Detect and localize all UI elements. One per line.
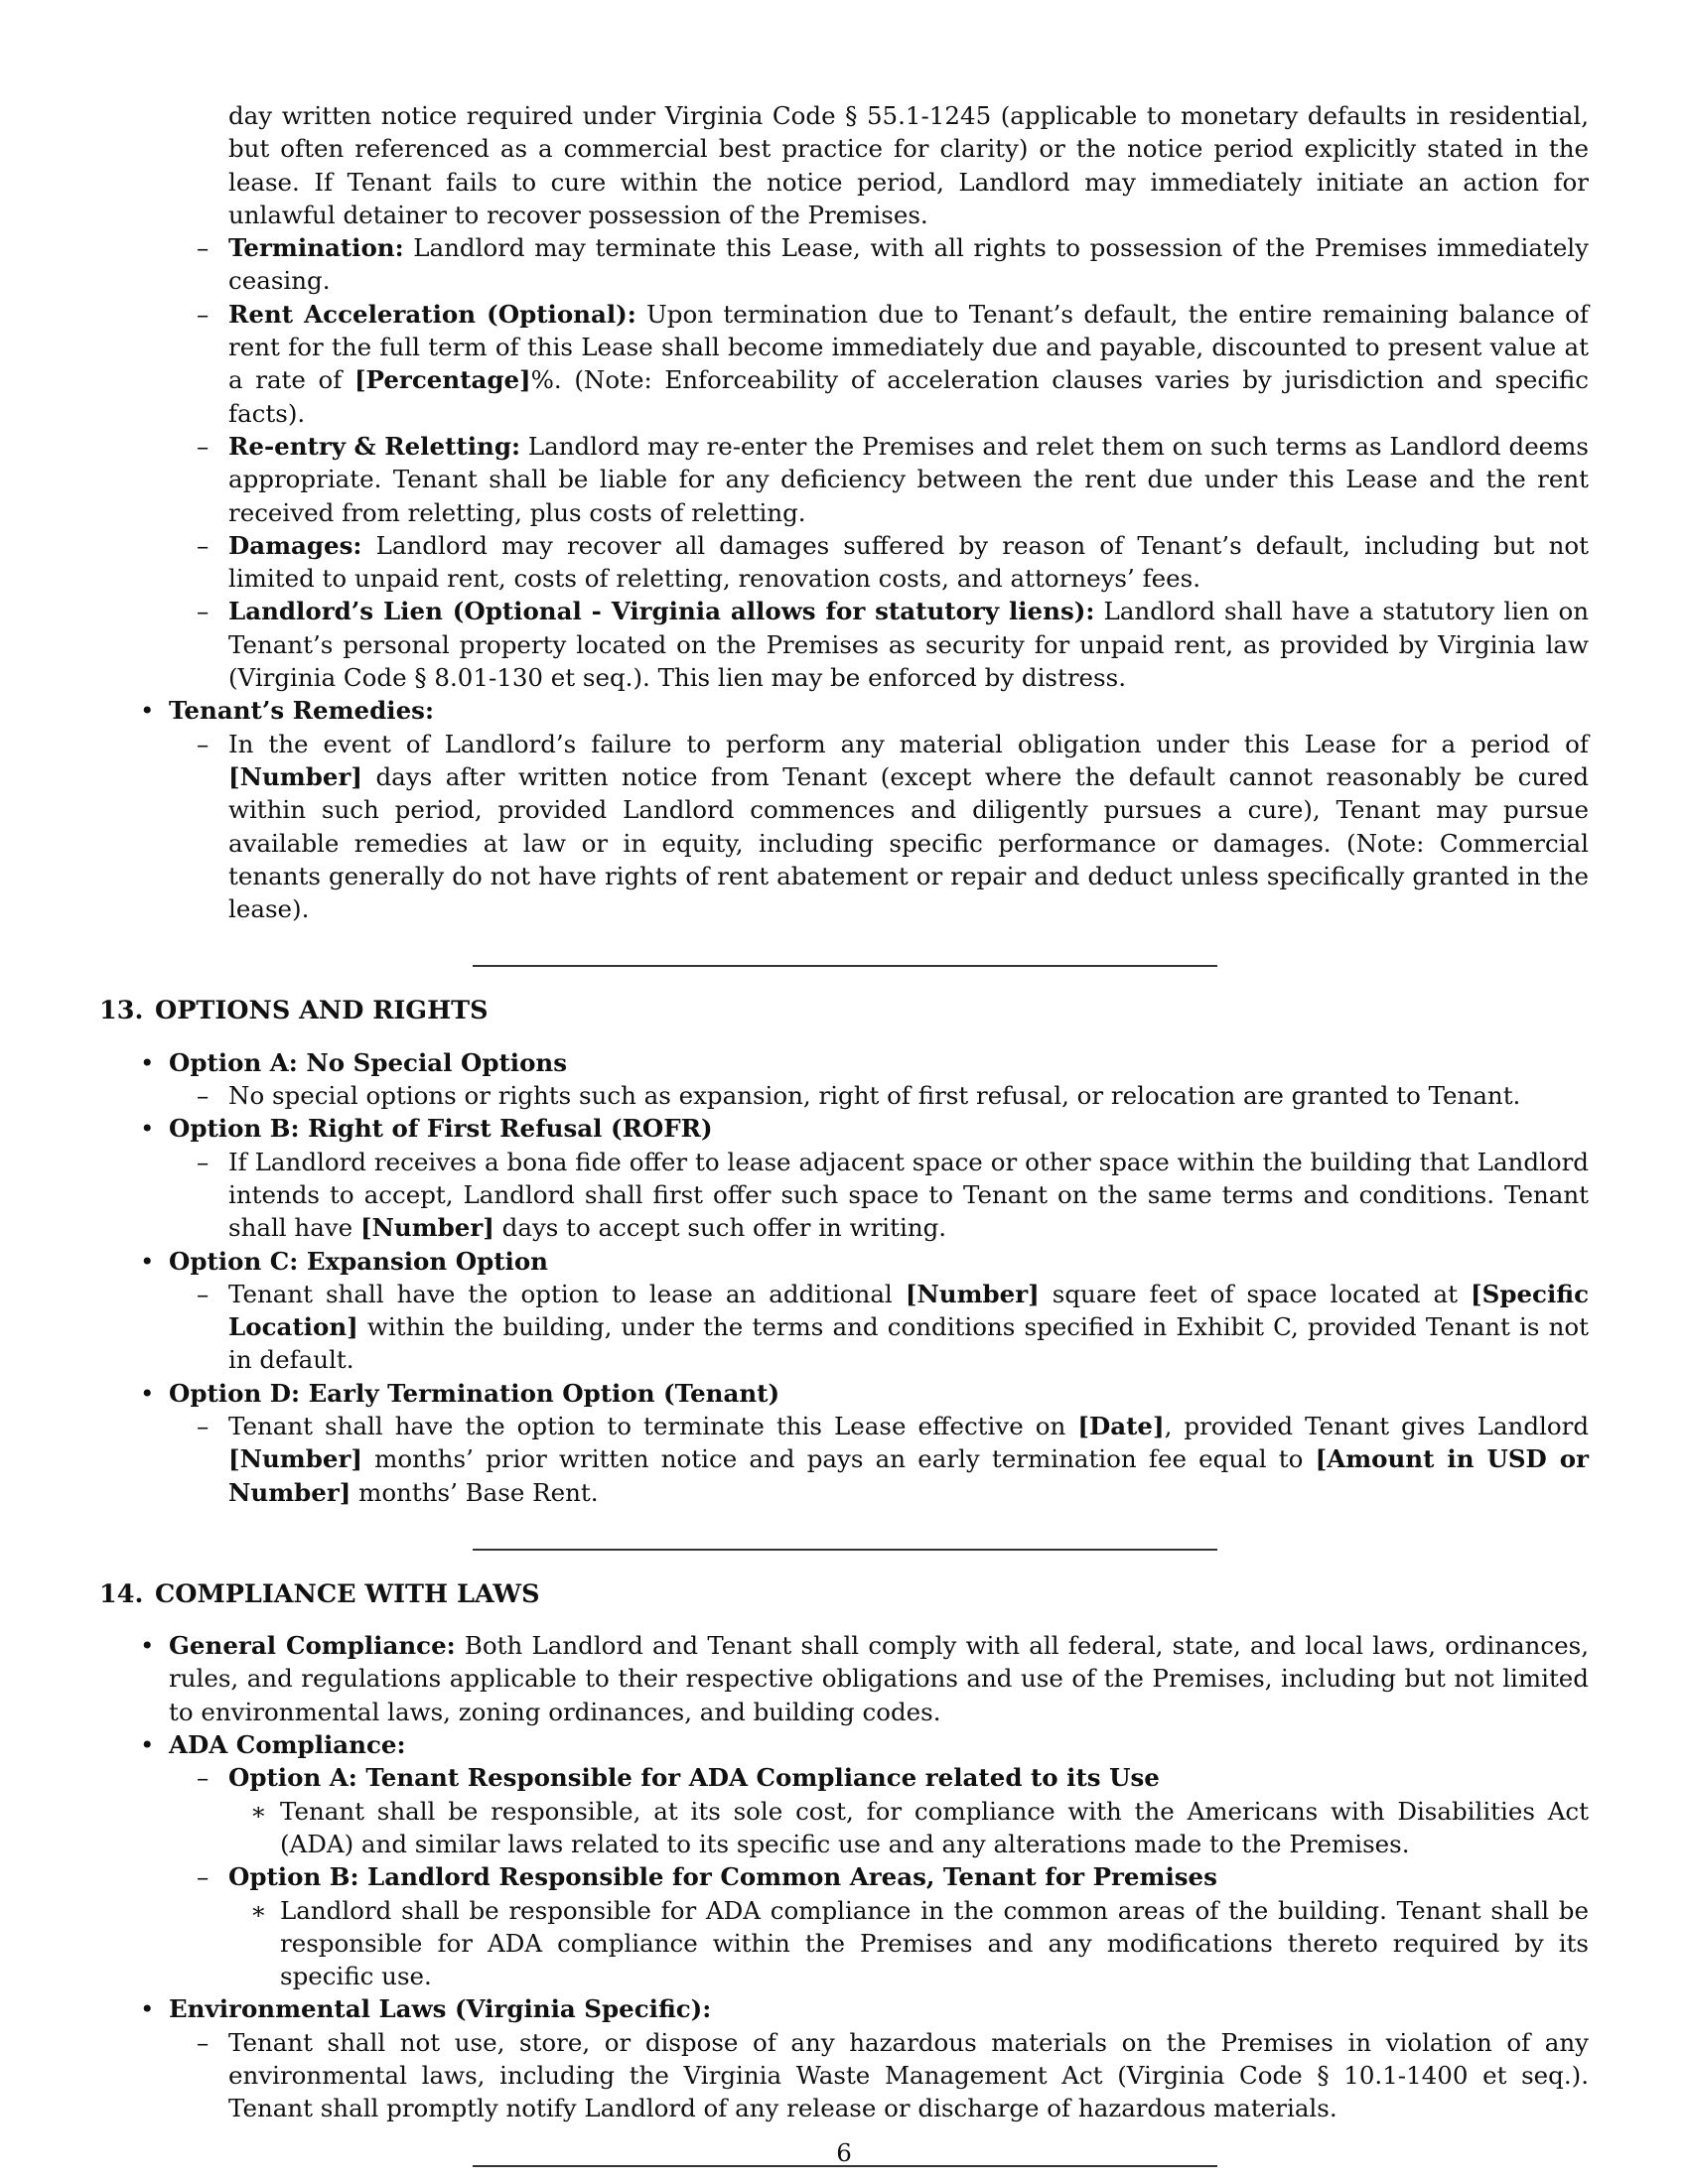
star-marker: ∗	[250, 1796, 267, 1826]
dash-marker: –	[197, 597, 210, 626]
list-item: – Option B: Landlord Responsible for Common Areas, Tenant for Premises	[99, 1860, 1589, 1893]
bullet-marker: •	[140, 1994, 155, 2024]
list-item: ∗ Landlord shall be responsible for ADA compliance in the common areas of the building. Tenant shall be responsible for ADA compliance within the Premises and any modifications thereto required by its specific use.	[250, 1895, 1589, 1991]
dash-marker: –	[197, 530, 210, 560]
section-divider	[473, 1549, 1217, 1551]
section-divider	[473, 965, 1217, 967]
bullet-marker: •	[140, 1378, 155, 1408]
list-item: – Option A: Tenant Responsible for ADA Compliance related to its Use	[99, 1761, 1589, 1794]
dash-marker: –	[197, 2027, 210, 2057]
dash-marker: –	[197, 1147, 210, 1176]
dash-marker: –	[197, 1862, 210, 1892]
list-item: ∗ Tenant shall be responsible, at its sole cost, for compliance with the Americans with Disabilities Act (ADA) and similar laws related to its specific use and any alterations made to the Premises.	[250, 1796, 1589, 1858]
page-content	[99, 99, 1589, 2167]
bullet-marker: •	[140, 696, 155, 726]
list-item: – If Landlord receives a bona fide offer to lease adjacent space or other space within the building that Landlord intends to accept, Landlord shall first offer such space to Tenant on the same terms and conditions. Tenant shall have [Number] days to accept such offer in writing.	[197, 1147, 1589, 1243]
list-item: – Re-entry & Reletting: Landlord may re-enter the Premises and relet them on such terms as Landlord deems appropriate. Tenant shall be liable for any deficiency between the rent due under this Lease and the rent received from reletting, plus costs of reletting.	[197, 431, 1589, 527]
list-item: – Tenant shall have the option to lease an additional [Number] square feet of space located at [Specific Location] within the building, under the terms and conditions specified in Exhibit C, provided Tenant is not in default.	[197, 1279, 1590, 1375]
list-item: • ADA Compliance:	[99, 1728, 1589, 1761]
list-item: • Tenant’s Remedies:	[99, 694, 1589, 727]
dash-marker: –	[197, 233, 210, 263]
notice-continuation: day written notice required under Virginia Code § 55.1-1245 (applicable to monetary defaults in residential, but often referenced as a commercial best practice for clarity) or the notice period explicitly stated in the lease. If Tenant fails to cure within the notice period, Landlord may immediately initiate an action for unlawful detainer to recover possession of the Premises.	[228, 101, 1589, 229]
list-item: – In the event of Landlord’s failure to perform any material obligation under this Lease for a period of [Number] days after written notice from Tenant (except where the default cannot reasonably be cured within such period, provided Landlord commences and diligently pursues a cure), Tenant may pursue available remedies at law or in equity, including specific performance or damages. (Note: Commercial tenants generally do not have rights of rent abatement or repair and deduct unless specifically granted in the lease).	[197, 729, 1589, 924]
dash-marker: –	[197, 299, 210, 329]
dash-marker: –	[197, 1763, 210, 1793]
list-item: – Landlord’s Lien (Optional - Virginia allows for statutory liens): Landlord shall have a statutory lien on Tenant’s personal property located on the Premises as security for unpaid rent, as provided by Virginia law (Virginia Code § 8.01-130 et seq.). This lien may be enforced by distress.	[197, 597, 1590, 693]
list-item: – Tenant shall not use, store, or dispose of any hazardous materials on the Premises in violation of any environmental laws, including the Virginia Waste Management Act (Virginia Code § 10.1-1400 et seq.). Tenant shall promptly notify Landlord of any release or discharge of hazardous materials.	[197, 2027, 1589, 2123]
bullet-marker: •	[140, 1047, 155, 1077]
list-item: • Option A: No Special Options	[99, 1046, 1589, 1079]
bullet-marker: •	[140, 1246, 155, 1276]
dash-marker: –	[197, 1081, 210, 1111]
bullet-marker: •	[140, 1114, 155, 1144]
dash-marker: –	[197, 729, 210, 758]
list-item: – Tenant shall have the option to terminate this Lease effective on [Date], provided Tenant gives Landlord [Number] months’ prior written notice and pays an early termination fee equal to [Amount in USD or Number] months’ Base Rent.	[197, 1411, 1589, 1507]
list-item: • General Compliance: Both Landlord and Tenant shall comply with all federal, state, and local laws, ordinances, rules, and regulations applicable to their respective obligations and use of the Premises, including but not limited to environmental laws, zoning ordinances, and building codes.	[140, 1631, 1589, 1726]
list-item: – No special options or rights such as expansion, right of first refusal, or relocation are granted to Tenant.	[99, 1079, 1589, 1112]
list-item: • Option C: Expansion Option	[99, 1245, 1589, 1278]
list-item: • Option D: Early Termination Option (Tenant)	[99, 1377, 1589, 1410]
list-item: – Rent Acceleration (Optional): Upon termination due to Tenant’s default, the entire remaining balance of rent for the full term of this Lease shall become immediately due and payable, discounted to present value at a rate of [Percentage]%. (Note: Enforceability of acceleration clauses varies by jurisdiction and specific facts).	[197, 299, 1589, 428]
list-item: – Termination: Landlord may terminate this Lease, with all rights to possession of the Premises immediately ceasing.	[197, 233, 1589, 296]
section-heading: 14. COMPLIANCE WITH LAWS	[99, 1578, 540, 1609]
page-number: 6	[836, 2138, 852, 2167]
list-item: • Environmental Laws (Virginia Specific):	[99, 1992, 1589, 2025]
list-item: • Option B: Right of First Refusal (ROFR)	[99, 1112, 1589, 1145]
list-item: – Damages: Landlord may recover all damages suffered by reason of Tenant’s default, including but not limited to unpaid rent, costs of reletting, renovation costs, and attorneys’ fees.	[197, 530, 1589, 594]
dash-marker: –	[197, 1411, 210, 1440]
dash-marker: –	[197, 1279, 210, 1308]
bullet-marker: •	[140, 1730, 155, 1760]
section-heading: 13. OPTIONS AND RIGHTS	[99, 996, 489, 1026]
star-marker: ∗	[250, 1895, 267, 1925]
dash-marker: –	[197, 431, 210, 461]
bullet-marker: •	[140, 1631, 155, 1661]
